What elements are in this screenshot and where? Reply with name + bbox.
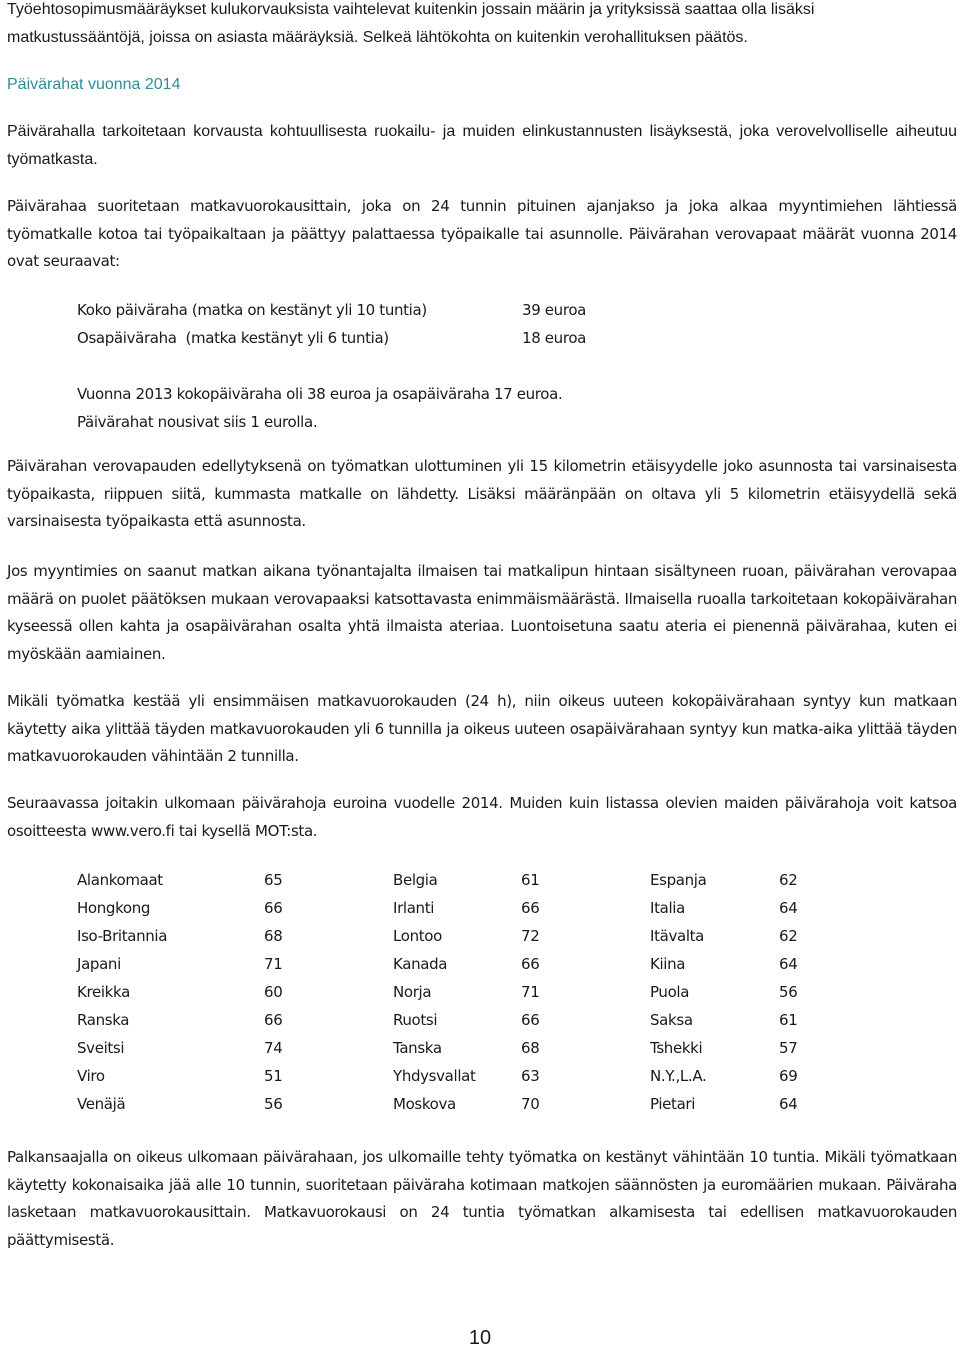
country-name: Italia xyxy=(650,899,685,917)
section-heading: Päivärahat vuonna 2014 xyxy=(7,76,181,93)
table-row xyxy=(77,866,837,894)
allowance-value: 66 xyxy=(264,899,283,917)
intro-paragraph xyxy=(7,0,957,52)
country-name: Venäjä xyxy=(77,1095,126,1113)
country-name: Ruotsi xyxy=(393,1011,438,1029)
foreign-intro-paragraph: Seuraavassa joitakin ulkomaan päivärahoja euroina vuodelle 2014. Muiden kuin listassa olevien maiden päivärahoja voit katsoa osoitteesta www.vero.fi tai kysellä MOT:sta. xyxy=(7,794,957,840)
payment-basis-paragraph: Päivärahaa suoritetaan matkavuorokausittain, joka on 24 tunnin pituinen ajanjakso ja joka alkaa myyntimiehen lähtiessä työmatkalle kotoa tai työpaikaltaan ja päättyy palattaessa työpaikalle tai asunnolle. Päivärahan verovapaat määrät vuonna 2014 ovat seuraavat: xyxy=(7,197,957,271)
foreign-rules-paragraph: Palkansaajalla on oikeus ulkomaan päivärahaan, jos ulkomaille tehty työmatka on kestänyt vähintään 10 tuntia. Mikäli työmatkaan käytetty kokonaisaika jää alle 10 tunnin, suoritetaan päiväraha kotimaan matkojen säännösten ja euromäärien mukaan. Päiväraha lasketaan matkavuorokausittain. Matkavuorokausi on 24 tuntia työmatkan alkamisesta tai edellisen matkavuorokauden päättymisestä. xyxy=(7,1148,957,1250)
country-name: Kreikka xyxy=(77,983,130,1001)
country-name: Sveitsi xyxy=(77,1039,125,1057)
intro-line-1: Työehtosopimusmääräykset kulukorvauksista vaihtelevat kuitenkin jossain määrin ja yrityksissä saattaa olla lisäksi xyxy=(7,1,815,18)
country-name: N.Y.,L.A. xyxy=(650,1067,707,1085)
allowance-value: 62 xyxy=(779,927,798,945)
tax-free-condition-paragraph: Päivärahan verovapauden edellytyksenä on työmatkan ulottuminen yli 15 kilometrin etäisyydelle joko asunnosta tai varsinaisesta työpaikasta, riippuen siitä, kummasta matkalle on lähdetty. Lisäksi määränpään on oltava yli 5 kilometrin etäisyydellä sekä varsinaisesta työpaikasta että asunnosta. xyxy=(7,457,957,531)
definition-paragraph: Päivärahalla tarkoitetaan korvausta kohtuullisesta ruokailu- ja muiden elinkustannusten lisäyksestä, joka verovelvolliselle aiheutuu työmatkasta. xyxy=(7,123,957,168)
allowance-value: 56 xyxy=(779,983,798,1001)
comparison-note-line-1: Vuonna 2013 kokopäiväraha oli 38 euroa ja osapäiväraha 17 euroa. xyxy=(77,385,563,403)
country-name: Iso-Britannia xyxy=(77,927,168,945)
table-row xyxy=(77,978,837,1006)
allowance-value: 61 xyxy=(521,871,540,889)
country-name: Alankomaat xyxy=(77,871,163,889)
table-row xyxy=(77,1062,837,1090)
allowance-value: 64 xyxy=(779,1095,798,1113)
country-name: Norja xyxy=(393,983,432,1001)
country-name: Viro xyxy=(77,1067,105,1085)
table-row xyxy=(77,922,837,950)
allowance-value: 57 xyxy=(779,1039,798,1057)
country-name: Moskova xyxy=(393,1095,456,1113)
country-name: Yhdysvallat xyxy=(393,1067,476,1085)
table-row xyxy=(77,1034,837,1062)
table-row xyxy=(77,950,837,978)
country-name: Tanska xyxy=(393,1039,442,1057)
allowance-value: 71 xyxy=(264,955,283,973)
allowance-value: 68 xyxy=(264,927,283,945)
country-name: Tshekki xyxy=(650,1039,703,1057)
allowance-value: 68 xyxy=(521,1039,540,1057)
table-row xyxy=(77,1090,837,1118)
table-row xyxy=(77,894,837,922)
country-name: Japani xyxy=(77,955,121,973)
allowance-value: 72 xyxy=(521,927,540,945)
country-name: Espanja xyxy=(650,871,707,889)
country-name: Pietari xyxy=(650,1095,696,1113)
comparison-note-line-2: Päivärahat nousivat siis 1 eurolla. xyxy=(77,413,318,431)
allowance-value: 66 xyxy=(521,955,540,973)
allowance-value: 66 xyxy=(521,1011,540,1029)
country-name: Lontoo xyxy=(393,927,442,945)
country-name: Kiina xyxy=(650,955,686,973)
allowance-value: 64 xyxy=(779,899,798,917)
page-number: 10 xyxy=(468,1327,492,1349)
allowance-value: 74 xyxy=(264,1039,283,1057)
allowance-value: 69 xyxy=(779,1067,798,1085)
meal-reduction-paragraph: Jos myyntimies on saanut matkan aikana työnantajalta ilmaisen tai matkalipun hintaan sisältyneen ruoan, päivärahan verovapaa määrä on puolet päätöksen mukaan verovapaaksi katsottavasta enimmäismäärästä. Ilmaisella ruoalla tarkoitetaan kokopäivärahan kyseessä ollen kahta ja osapäivärahan osalta yhtä ilmaista ateriaa. Luontoisetuna saatu ateria ei pienennä päivärahaa, kuten ei myöskään aamiainen. xyxy=(7,562,957,664)
country-name: Hongkong xyxy=(77,899,151,917)
allowance-value: 65 xyxy=(264,871,283,889)
intro-line-2: matkustussääntöjä, joissa on asiasta määräyksiä. Selkeä lähtökohta on kuitenkin verohallituksen päätös. xyxy=(7,29,748,46)
rate-amount: 39 euroa xyxy=(522,301,586,319)
allowance-value: 60 xyxy=(264,983,283,1001)
country-name: Irlanti xyxy=(393,899,435,917)
allowance-value: 56 xyxy=(264,1095,283,1113)
country-name: Kanada xyxy=(393,955,448,973)
country-name: Ranska xyxy=(77,1011,130,1029)
allowance-value: 66 xyxy=(264,1011,283,1029)
rate-label: Koko päiväraha (matka on kestänyt yli 10 tuntia) xyxy=(77,301,427,319)
allowance-value: 71 xyxy=(521,983,540,1001)
allowance-value: 51 xyxy=(264,1067,283,1085)
rate-amount: 18 euroa xyxy=(522,329,586,347)
allowance-value: 63 xyxy=(521,1067,540,1085)
rate-label: Osapäiväraha (matka kestänyt yli 6 tuntia) xyxy=(77,329,389,347)
country-name: Puola xyxy=(650,983,690,1001)
country-name: Belgia xyxy=(393,871,438,889)
allowance-value: 64 xyxy=(779,955,798,973)
foreign-allowance-table xyxy=(77,866,837,1118)
allowance-value: 62 xyxy=(779,871,798,889)
country-name: Saksa xyxy=(650,1011,693,1029)
allowance-value: 70 xyxy=(521,1095,540,1113)
allowance-value: 66 xyxy=(521,899,540,917)
table-row xyxy=(77,1006,837,1034)
country-name: Itävalta xyxy=(650,927,705,945)
long-trip-paragraph: Mikäli työmatka kestää yli ensimmäisen matkavuorokauden (24 h), niin oikeus uuteen kokopäivärahaan syntyy kun matkaan käytetty aika ylittää täyden matkavuorokauden yli 6 tunnilla ja oikeus uuteen osapäivärahaan syntyy kun matka-aika ylittää täyden matkavuorokauden vähintään 2 tunnilla. xyxy=(7,692,957,766)
allowance-value: 61 xyxy=(779,1011,798,1029)
